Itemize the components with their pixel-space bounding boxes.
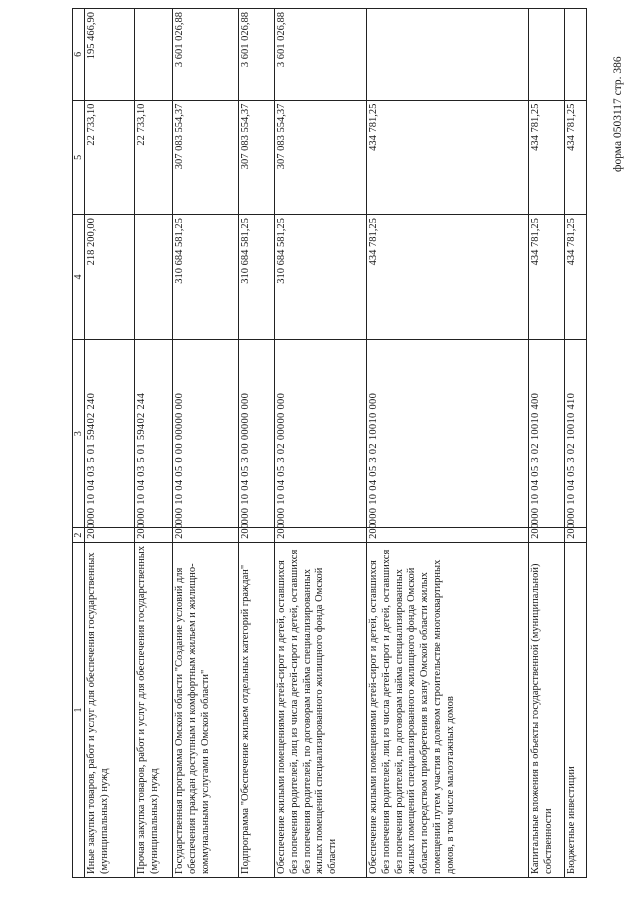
row-approved: 434 781,25 <box>529 215 565 340</box>
row-executed: 307 083 554,37 <box>275 100 367 214</box>
row-name: Иные закупки товаров, работ и услуг для обеспечения государственных (муниципальных) нужд <box>85 542 135 877</box>
row-name: Обеспечение жилыми помещениями детей-сирот и детей, оставшихся без попечения родителей, лиц из числа детей-сирот и детей, оставшихся без попечения родителей, по договорам найма специализированных жилых помещений специализированного жилищного фонда Омской области <box>275 542 367 877</box>
table-row <box>275 9 367 878</box>
row-executed: 434 781,25 <box>529 100 565 214</box>
row-kbk: 000 10 04 05 3 02 00000 000 <box>275 339 367 527</box>
row-kbk: 000 10 04 05 3 02 10010 400 <box>529 339 565 527</box>
row-executed: 307 083 554,37 <box>173 100 239 214</box>
table-row <box>529 9 565 878</box>
row-kbk: 000 10 04 05 3 00 00000 000 <box>239 339 275 527</box>
row-approved: 434 781,25 <box>565 215 587 340</box>
row-approved: 434 781,25 <box>367 215 529 340</box>
row-name: Обеспечение жилыми помещениями детей-сирот и детей, оставшихся без попечения родителей, лиц из числа детей-сирот и детей, оставшихся без попечения родителей, по договорам найма специализированных жилых помещений специализированного жилищного фонда Омской области посредством приобретения в казну Омской области жилых помещений путем участия в долевом строительстве многоквартирных домов, в том числе малоэтажных домов <box>367 542 529 877</box>
form-header: форма 0503117 стр. 386 <box>612 56 624 172</box>
column-header: 1 <box>73 542 85 877</box>
row-approved: 310 684 581,25 <box>239 215 275 340</box>
row-line-code: 200 <box>367 528 529 543</box>
row-line-code: 200 <box>565 528 587 543</box>
table-row <box>135 9 173 878</box>
row-unexecuted <box>565 9 587 101</box>
row-approved: 310 684 581,25 <box>275 215 367 340</box>
row-line-code: 200 <box>529 528 565 543</box>
table-row <box>565 9 587 878</box>
row-kbk: 000 10 04 05 3 02 10010 000 <box>367 339 529 527</box>
row-unexecuted: 3 601 026,88 <box>239 9 275 101</box>
row-unexecuted <box>135 9 173 101</box>
row-unexecuted: 195 466,90 <box>85 9 135 101</box>
row-executed: 307 083 554,37 <box>239 100 275 214</box>
form-header-container <box>612 14 634 184</box>
row-approved: 218 200,00 <box>85 215 135 340</box>
row-kbk: 000 10 04 05 3 02 10010 410 <box>565 339 587 527</box>
row-executed: 434 781,25 <box>367 100 529 214</box>
table-header-row <box>73 9 85 878</box>
budget-report-table <box>72 8 587 878</box>
row-line-code: 200 <box>135 528 173 543</box>
column-header: 3 <box>73 339 85 527</box>
row-unexecuted: 3 601 026,88 <box>275 9 367 101</box>
row-line-code: 200 <box>275 528 367 543</box>
table-row <box>173 9 239 878</box>
row-unexecuted: 3 601 026,88 <box>173 9 239 101</box>
row-name: Подпрограмма "Обеспечение жильем отдельных категорий граждан" <box>239 542 275 877</box>
table-row <box>239 9 275 878</box>
row-executed: 434 781,25 <box>565 100 587 214</box>
row-approved: 310 684 581,25 <box>173 215 239 340</box>
column-header: 4 <box>73 215 85 340</box>
row-executed: 22 733,10 <box>135 100 173 214</box>
row-line-code: 200 <box>85 528 135 543</box>
row-name: Прочая закупка товаров, работ и услуг для обеспечения государственных (муниципальных) нужд <box>135 542 173 877</box>
row-kbk: 000 10 04 03 5 01 59402 244 <box>135 339 173 527</box>
rotated-table-container <box>72 8 592 878</box>
row-kbk: 000 10 04 03 5 01 59402 240 <box>85 339 135 527</box>
row-unexecuted <box>529 9 565 101</box>
table-row <box>367 9 529 878</box>
row-name: Государственная программа Омской области "Создание условий для обеспечения граждан доступным и комфортным жильем и жилищно-коммунальными услугами в Омской области" <box>173 542 239 877</box>
row-unexecuted <box>367 9 529 101</box>
column-header: 2 <box>73 528 85 543</box>
row-executed: 22 733,10 <box>85 100 135 214</box>
row-kbk: 000 10 04 05 0 00 00000 000 <box>173 339 239 527</box>
column-header: 6 <box>73 9 85 101</box>
column-header: 5 <box>73 100 85 214</box>
row-name: Капитальные вложения в объекты государственной (муниципальной) собственности <box>529 542 565 877</box>
row-line-code: 200 <box>239 528 275 543</box>
row-approved <box>135 215 173 340</box>
table-row <box>85 9 135 878</box>
row-name: Бюджетные инвестиции <box>565 542 587 877</box>
row-line-code: 200 <box>173 528 239 543</box>
